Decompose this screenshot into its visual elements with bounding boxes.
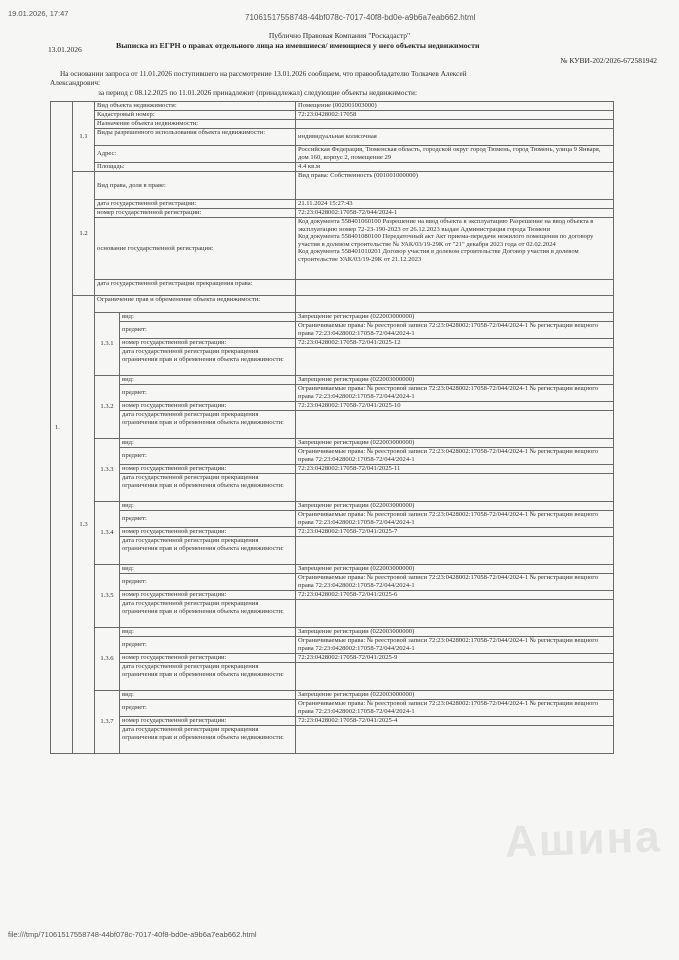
encumbrance-subject-value: Ограничиваемые права: № реестровой записи 72:23:0428002:17058-72/044/2024-1 № регистрации вещного права 72:23:0428002:17058-72/044/2024-1 (296, 637, 614, 654)
encumbrance-subject-label: предмет: (120, 448, 296, 465)
encumbrance-kind-label: вид: (120, 313, 296, 322)
basis-document-1: Код документа 558401060100 Разрешение на ввод объекта в эксплуатацию Разрешение на ввод объекта в эксплуатацию номер 72-23-190-2023 от 26.12.2023 выдан Администрация города Тюмени (298, 218, 594, 233)
document-title: Выписка из ЕГРН о правах отдельного лица на имевшиеся/ имеющиеся у него объекты недвижимости (116, 41, 480, 50)
table-row (51, 339, 614, 348)
encumbrance-number-label: номер государственной регистрации: (120, 402, 296, 411)
encumbrance-subject-value: Ограничиваемые права: № реестровой записи 72:23:0428002:17058-72/044/2024-1 № регистрации вещного права 72:23:0428002:17058-72/044/2024-1 (296, 322, 614, 339)
registration-basis-label: основание государственной регистрации: (95, 218, 296, 280)
encumbrance-kind-label: вид: (120, 439, 296, 448)
encumbrance-number-cell: 1.3.3 (95, 439, 120, 502)
table-row (51, 700, 614, 717)
table-row (51, 663, 614, 691)
registration-date-label: дата государственной регистрации: (95, 200, 296, 209)
encumbrance-termination-value (296, 663, 614, 691)
intro-line-3: за период с 08.12.2025 по 11.01.2026 принадлежит (принадлежал) следующие объекты недвижимости: (98, 88, 417, 97)
table-row (51, 717, 614, 726)
watermark: Ашина (504, 812, 663, 867)
encumbrance-subject-value: Ограничиваемые права: № реестровой записи 72:23:0428002:17058-72/044/2024-1 № регистрации вещного права 72:23:0428002:17058-72/044/2024-1 (296, 385, 614, 402)
encumbrance-kind-label: вид: (120, 628, 296, 637)
right-termination-value (296, 280, 614, 296)
registration-number-value: 72:23:0428002:17058-72/044/2024-1 (296, 209, 614, 218)
encumbrance-kind-value: Запрещение регистрации (022003000000) (296, 502, 614, 511)
encumbrance-number-value: 72:23:0428002:17058-72/041/2025-12 (296, 339, 614, 348)
encumbrance-kind-value: Запрещение регистрации (022003000000) (296, 376, 614, 385)
document-date: 13.01.2026 (48, 45, 82, 54)
encumbrance-subject-label: предмет: (120, 574, 296, 591)
encumbrance-termination-value (296, 348, 614, 376)
encumbrance-kind-value: Запрещение регистрации (022003000000) (296, 691, 614, 700)
encumbrance-termination-label: дата государственной регистрации прекращения ограничения прав и обременения объекта недвижимости: (120, 600, 296, 628)
registration-basis-value (296, 218, 614, 280)
encumbrance-termination-value (296, 537, 614, 565)
purpose-value (296, 120, 614, 129)
permitted-use-label: Виды разрешенного использования объекта недвижимости: (95, 129, 296, 146)
intro-line-1: На основании запроса от 11.01.2026 поступившего на рассмотрение 13.01.2026 сообщаем, что правообладателю Толкачев Алексей (60, 69, 467, 78)
table-row (51, 511, 614, 528)
encumbrance-number-value: 72:23:0428002:17058-72/041/2025-7 (296, 528, 614, 537)
encumbrance-number-cell: 1.3.2 (95, 376, 120, 439)
intro-line-2: Александрович: (50, 78, 101, 87)
right-kind-label: Вид права, доля в праве: (95, 172, 296, 200)
encumbrance-number-cell: 1.3.5 (95, 565, 120, 628)
table-row (51, 565, 614, 574)
encumbrance-kind-label: вид: (120, 376, 296, 385)
section-number: 1.1 (73, 102, 95, 172)
encumbrance-kind-label: вид: (120, 691, 296, 700)
encumbrance-kind-label: вид: (120, 502, 296, 511)
encumbrance-termination-label: дата государственной регистрации прекращения ограничения прав и обременения объекта недвижимости: (120, 537, 296, 565)
encumbrance-number-cell: 1.3.1 (95, 313, 120, 376)
table-row (51, 637, 614, 654)
encumbrance-termination-value (296, 474, 614, 502)
cadastral-number-value: 72:23:0428002:17058 (296, 111, 614, 120)
print-page-title: 71061517558748-44bf078c-7017-40f8-bd0e-a9b6a7eab662.html (245, 13, 476, 22)
print-footer-url: file:///tmp/71061517558748-44bf078c-7017-40f8-bd0e-a9b6a7eab662.html (8, 930, 257, 939)
encumbrance-header-value (296, 296, 614, 313)
encumbrance-number-label: номер государственной регистрации: (120, 654, 296, 663)
encumbrance-subject-label: предмет: (120, 700, 296, 717)
object-type-label: Вид объекта недвижимости: (95, 102, 296, 111)
area-label: Площадь: (95, 163, 296, 172)
encumbrance-subject-label: предмет: (120, 511, 296, 528)
encumbrance-kind-label: вид: (120, 565, 296, 574)
table-row (51, 465, 614, 474)
encumbrance-number-label: номер государственной регистрации: (120, 717, 296, 726)
address-label: Адрес: (95, 146, 296, 163)
basis-document-3: Код документа 558401010201 Договор участия в долевом строительстве Договор участия в долевом строительстве УАК/03/19-29К от 21.12.2023 (298, 248, 579, 263)
encumbrance-kind-value: Запрещение регистрации (022003000000) (296, 313, 614, 322)
encumbrance-subject-value: Ограничиваемые права: № реестровой записи 72:23:0428002:17058-72/044/2024-1 № регистрации вещного права 72:23:0428002:17058-72/044/2024-1 (296, 511, 614, 528)
table-row (51, 600, 614, 628)
encumbrance-number-label: номер государственной регистрации: (120, 528, 296, 537)
print-datetime: 19.01.2026, 17:47 (8, 9, 69, 18)
property-table (50, 101, 614, 754)
encumbrance-termination-value (296, 726, 614, 754)
encumbrance-number-label: номер государственной регистрации: (120, 465, 296, 474)
table-row (51, 591, 614, 600)
table-row (51, 574, 614, 591)
encumbrance-subject-label: предмет: (120, 637, 296, 654)
encumbrance-number-value: 72:23:0428002:17058-72/041/2025-9 (296, 654, 614, 663)
table-row (51, 348, 614, 376)
encumbrance-termination-label: дата государственной регистрации прекращения ограничения прав и обременения объекта недвижимости: (120, 348, 296, 376)
encumbrance-subject-label: предмет: (120, 322, 296, 339)
encumbrance-header-label: Ограничение прав и обременение объекта недвижимости: (95, 296, 296, 313)
encumbrance-termination-value (296, 600, 614, 628)
encumbrance-termination-value (296, 411, 614, 439)
table-row (51, 385, 614, 402)
encumbrance-termination-label: дата государственной регистрации прекращения ограничения прав и обременения объекта недвижимости: (120, 726, 296, 754)
encumbrance-subject-value: Ограничиваемые права: № реестровой записи 72:23:0428002:17058-72/044/2024-1 № регистрации вещного права 72:23:0428002:17058-72/044/2024-1 (296, 574, 614, 591)
table-row (51, 528, 614, 537)
table-row (51, 411, 614, 439)
right-kind-value: Вид права: Собственность (001001000000) (296, 172, 614, 200)
table-row (51, 502, 614, 511)
table-row (51, 448, 614, 465)
encumbrance-number-value: 72:23:0428002:17058-72/041/2025-4 (296, 717, 614, 726)
table-row (51, 474, 614, 502)
encumbrance-subject-value: Ограничиваемые права: № реестровой записи 72:23:0428002:17058-72/044/2024-1 № регистрации вещного права 72:23:0428002:17058-72/044/2024-1 (296, 448, 614, 465)
section-number: 1.2 (73, 172, 95, 296)
encumbrance-number-label: номер государственной регистрации: (120, 591, 296, 600)
encumbrance-number-value: 72:23:0428002:17058-72/041/2025-6 (296, 591, 614, 600)
encumbrance-number-cell: 1.3.6 (95, 628, 120, 691)
table-row (51, 376, 614, 385)
encumbrance-kind-value: Запрещение регистрации (022003000000) (296, 628, 614, 637)
encumbrance-number-label: номер государственной регистрации: (120, 339, 296, 348)
cadastral-number-label: Кадастровый номер: (95, 111, 296, 120)
table-row (51, 322, 614, 339)
table-row (51, 726, 614, 754)
table-row (51, 691, 614, 700)
encumbrance-kind-value: Запрещение регистрации (022003000000) (296, 565, 614, 574)
row-number: 1. (51, 102, 73, 754)
purpose-label: Назначение объекта недвижимости: (95, 120, 296, 129)
object-type-value: Помещение (002001003000) (296, 102, 614, 111)
basis-document-2: Код документа 558401080100 Передаточный акт Акт приема-передачи нежилого помещения по договору участия в долевом строительстве № УАК/03/19-29К от "21" декабря 2023 года от 02.02.2024 (298, 233, 594, 248)
encumbrance-number-value: 72:23:0428002:17058-72/041/2025-11 (296, 465, 614, 474)
encumbrance-termination-label: дата государственной регистрации прекращения ограничения прав и обременения объекта недвижимости: (120, 411, 296, 439)
table-row (51, 402, 614, 411)
encumbrance-number-cell: 1.3.4 (95, 502, 120, 565)
right-termination-label: дата государственной регистрации прекращения права: (95, 280, 296, 296)
issuer-name: Публично Правовая Компания "Роскадастр" (268, 31, 411, 40)
document-number: № КУВИ-202/2026-672581942 (560, 56, 657, 65)
registration-date-value: 21.11.2024 15:27:43 (296, 200, 614, 209)
area-value: 4.4 кв.м (296, 163, 614, 172)
encumbrance-termination-label: дата государственной регистрации прекращения ограничения прав и обременения объекта недвижимости: (120, 474, 296, 502)
table-row (51, 313, 614, 322)
section-number: 1.3 (73, 296, 95, 754)
encumbrance-number-value: 72:23:0428002:17058-72/041/2025-10 (296, 402, 614, 411)
encumbrance-kind-value: Запрещение регистрации (022003000000) (296, 439, 614, 448)
table-row (51, 628, 614, 637)
permitted-use-value: индивидуальная колясочная (296, 129, 614, 146)
table-row (51, 439, 614, 448)
address-value: Российская Федерация, Тюменская область, городской округ город Тюмень, город Тюмень, улица 9 Января, дом 160, корпус 2, помещение 29 (296, 146, 614, 163)
encumbrance-subject-label: предмет: (120, 385, 296, 402)
registration-number-label: номер государственной регистрации: (95, 209, 296, 218)
table-row (51, 654, 614, 663)
encumbrance-subject-value: Ограничиваемые права: № реестровой записи 72:23:0428002:17058-72/044/2024-1 № регистрации вещного права 72:23:0428002:17058-72/044/2024-1 (296, 700, 614, 717)
encumbrance-termination-label: дата государственной регистрации прекращения ограничения прав и обременения объекта недвижимости: (120, 663, 296, 691)
encumbrance-number-cell: 1.3.7 (95, 691, 120, 754)
table-row (51, 537, 614, 565)
